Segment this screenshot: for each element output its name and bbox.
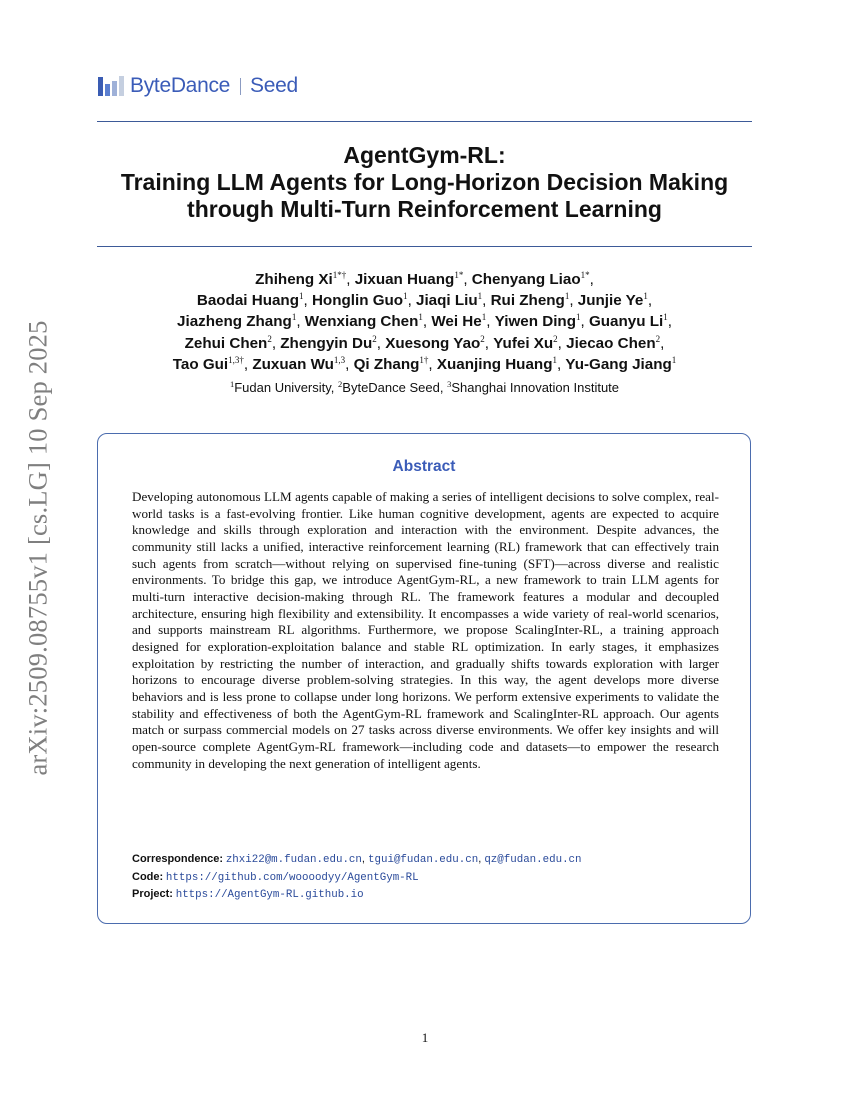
author-line-2: Baodai Huang$^1$, Honglin Guo$^1$, Jiaqi Liu$^1$, Rui Zheng$^1$, Junjie Ye$^1$, — [196, 291, 653, 310]
author: Tao Gui — [172, 355, 229, 373]
code-row — [132, 869, 722, 887]
author: Jiecao Chen — [566, 334, 656, 352]
code-link[interactable]: https://github.com/woooodyy/AgentGym-RL — [165, 871, 419, 884]
author: Zehui Chen — [184, 334, 268, 352]
author: Yiwen Ding — [494, 313, 576, 331]
author: Guanyu Li — [588, 313, 664, 331]
title-rule-bottom — [97, 246, 752, 247]
bytedance-seed-logo — [98, 72, 298, 100]
author: Jixuan Huang — [354, 271, 455, 288]
paper-title — [97, 142, 752, 223]
author: Yu-Gang Jiang — [565, 355, 672, 373]
affiliation: ByteDance Seed — [342, 380, 440, 395]
arxiv-stamp: arXiv:2509.08755v1 [cs.LG] 10 Sep 2025 — [22, 320, 53, 776]
author-line-1: Zhiheng $Xi^{1*\dagger}$, Jixuan Huang$^{1*}$, Chenyang Liao$^{1*}$, — [255, 270, 594, 288]
author: Chenyang Liao — [471, 271, 581, 288]
author: Honglin Guo — [311, 292, 404, 310]
author: Yufei Xu — [493, 334, 554, 352]
email-link[interactable]: zhxi22@m.fudan.edu.cn — [225, 854, 362, 866]
project-link[interactable]: https://AgentGym-RL.github.io — [175, 889, 364, 901]
title-line-2: Training LLM Agents for Long-Horizon Decision Making — [120, 169, 729, 195]
correspondence-row: Correspondence: zhxi22@m.fudan.edu.cn, tgui@fudan.edu.cn, qz@fudan.edu.cn — [132, 853, 582, 866]
bytedance-bars-icon — [98, 76, 124, 96]
author: Wei He — [431, 313, 482, 331]
abstract-box — [97, 433, 751, 924]
correspondence-label: Correspondence: — [132, 853, 224, 865]
affiliations: $^1$Fudan University, $^2$ByteDance Seed, $^3$Shanghai Innovation Institute — [229, 379, 620, 395]
author: Xuesong Yao — [385, 334, 481, 352]
page-number: 1 — [421, 1030, 429, 1045]
email-link[interactable]: qz@fudan.edu.cn — [484, 854, 582, 866]
author-line-3: Jiazheng Zhang$^1$, Wenxiang Chen$^1$, Wei He$^1$, Yiwen Ding$^1$, Guanyu Li$^1$, — [177, 312, 672, 331]
author: Rui Zheng — [490, 292, 565, 310]
logo-divider — [240, 78, 241, 95]
title-rule-top — [97, 121, 752, 122]
title-line-1: AgentGym-RL: — [343, 142, 506, 168]
abstract-text: Developing autonomous LLM agents capable of making a series of intelligent decisions to solve complex, real-world tasks is a fast-evolving frontier. Like human cognitive development, agents are expected to acquire knowledge and skills through exploration and interaction with the environment. Despite advances, the community still lacks a unified, interactive reinforcement learning (RL) framework that can effectively train such agents from scratch—without relying on supervised fine-tuning (SFT)—across diverse and realistic environments. To bridge this gap, we introduce AgentGym-RL, a new framework to train LLM agents for multi-turn interactive decision-making through RL. The framework features a modular and decoupled architecture, ensuring high flexibility and extensibility. It encompasses a wide variety of real-world scenarios, and supports mainstream RL algorithms. Furthermore, we propose ScalingInter-RL, a training approach designed for exploration-exploitation balance and stable RL optimization. In early stages, it emphasizes exploitation by restricting the number of interaction, and gradually shifts towards exploration with larger horizons to encourage diverse problem-solving strategies. In this way, the agent develops more diverse behaviors and is less prone to collapse under long horizons. We perform extensive experiments to validate the stability and effectiveness of both the AgentGym-RL framework and ScalingInter-RL approach. Our agents match or surpass commercial models on 27 tasks across diverse environments. We offer key insights and will open-source complete AgentGym-RL framework—including code and datasets—to empower the research community in developing the next generation of intelligent agents. — [132, 489, 719, 771]
affiliation: Shanghai Innovation Institute — [451, 380, 620, 395]
logo-product: Seed — [250, 74, 298, 97]
author: Jiazheng Zhang — [177, 313, 292, 331]
project-row — [132, 886, 722, 904]
logo-brand: ByteDance — [130, 74, 231, 97]
author-line-4: Zehui Chen$^2$, Zhengyin Du$^2$, Xuesong Yao$^2$, Yufei Xu$^2$, Jiecao Chen$^2$, — [184, 333, 665, 352]
code-label: Code: — [132, 870, 164, 883]
paper-metadata — [132, 851, 722, 904]
affiliation: Fudan University — [234, 380, 331, 395]
email-link[interactable]: tgui@fudan.edu.cn — [368, 854, 479, 866]
author: Junjie Ye — [577, 292, 644, 310]
abstract-heading: Abstract — [392, 458, 456, 475]
project-label: Project: — [132, 888, 173, 900]
author: Zhengyin Du — [280, 334, 373, 352]
author: Wenxiang Chen — [304, 313, 419, 331]
author-list — [97, 269, 752, 375]
author-line-5: Tao Gui$^{1,3\dagger}$, Zuxuan Wu$^{1,3}$, Qi Zhang$^{1\dagger}$, Xuanjing Huang$^1$, Yu-Gang Jiang$^1$ — [172, 354, 677, 373]
author: Zhiheng Xi — [255, 271, 333, 288]
author: Baodai Huang — [196, 292, 299, 310]
title-line-3: through Multi-Turn Reinforcement Learning — [187, 196, 662, 222]
author: Qi Zhang — [353, 355, 420, 373]
author: Xuanjing Huang — [436, 355, 553, 373]
author: Zuxuan Wu — [252, 355, 334, 373]
author: Jiaqi Liu — [416, 292, 478, 310]
